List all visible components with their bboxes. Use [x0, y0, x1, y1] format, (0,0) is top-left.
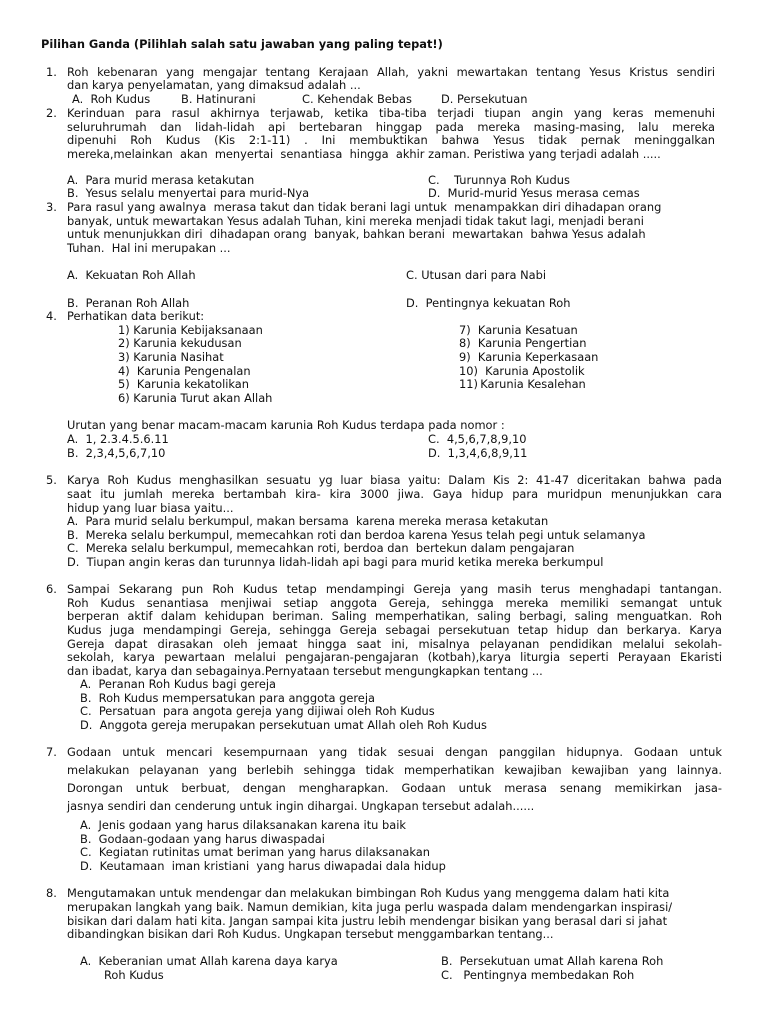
option-a[interactable]: A. Keberanian umat Allah karena daya karya — [80, 954, 338, 968]
question-text-line: mereka,melainkan akan menyertai senantiasa hingga akhir zaman. Peristiwa yang terjadi adalah ..... — [67, 147, 661, 161]
question-number: 7. — [46, 745, 57, 759]
question-text-line: melakukan pelayanan yang berlebih sehingga tidak memperhatikan kewajiban kewajiban yang lainnya. — [67, 763, 722, 777]
question-number: 4. — [46, 309, 57, 323]
question-text-line: saat itu jumlah mereka bertambah kira- kira 3000 jiwa. Gaya hidup para muridpun menunjukkan cara — [67, 487, 722, 501]
question-text-line: dipenuhi Roh Kudus (Kis 2:1-11) . Ini membuktikan bahwa Yesus tidak pernak meninggalkan — [67, 133, 715, 147]
question-text-line: dan karya penyelamatan, yang dimaksud adalah ... — [67, 78, 361, 92]
question-text-line: dan ibadat, karya dan sebagainya.Pernyataan tersebut mengungkapkan tentang ... — [67, 664, 543, 678]
list-item: 7) Karunia Kesatuan — [459, 323, 578, 337]
option-b[interactable]: B. 2,3,4,5,6,7,10 — [67, 446, 166, 460]
list-item: 10) Karunia Apostolik — [459, 364, 585, 378]
list-item: 9) Karunia Keperkasaan — [459, 350, 599, 364]
option-d[interactable]: D. Murid-murid Yesus merasa cemas — [428, 186, 640, 200]
list-item: 5) Karunia kekatolikan — [118, 377, 250, 391]
option-a[interactable]: A. Para murid selalu berkumpul, makan bersama karena mereka merasa ketakutan — [67, 514, 549, 528]
list-item: 4) Karunia Pengenalan — [118, 364, 251, 378]
option-b[interactable]: B. Godaan-godaan yang harus diwaspadai — [80, 832, 325, 846]
list-item: 1) Karunia Kebijaksanaan — [118, 323, 263, 337]
option-d[interactable]: D. Tiupan angin keras dan turunnya lidah-lidah api bagi para murid ketika mereka berkumpul — [67, 555, 604, 569]
option-a[interactable]: A. Roh Kudus — [72, 92, 151, 106]
question-text-line: jasnya sendiri dan cenderung untuk ingin dihargai. Ungkapan tersebut adalah...... — [67, 799, 535, 813]
question-text-line: banyak, untuk mewartakan Yesus adalah Tuhan, kini mereka menjadi tidak takut lagi, menjadi berani — [67, 214, 644, 228]
list-item: 2) Karunia kekudusan — [118, 336, 242, 350]
list-item: 8) Karunia Pengertian — [459, 336, 587, 350]
option-c[interactable]: C. Kegiatan rutinitas umat beriman yang harus dilaksanakan — [80, 845, 430, 859]
option-d[interactable]: D. Keutamaan iman kristiani yang harus diwapadai dala hidup — [80, 859, 446, 873]
question-text-line: dibandingkan bisikan dari Roh Kudus. Ungkapan tersebut menggambarkan tentang... — [67, 927, 554, 941]
option-c[interactable]: C. Pentingnya membedakan Roh — [441, 968, 635, 982]
question-text-line: berperan aktif dalam kehidupan beriman. Saling memperhatikan, saling berbagi, saling menguatkan. Roh — [67, 609, 722, 623]
option-a[interactable]: A. 1, 2.3.4.5.6.11 — [67, 432, 169, 446]
list-item: 6) Karunia Turut akan Allah — [118, 391, 273, 405]
question-text-line: Roh Kudus senantiasa menjiwai setiap anggota Gereja, sehingga mereka memiliki semangat untuk — [67, 596, 722, 610]
option-b[interactable]: B. Persekutuan umat Allah karena Roh — [441, 954, 664, 968]
list-item: 3) Karunia Nasihat — [118, 350, 224, 364]
option-c[interactable]: C. Kehendak Bebas — [302, 92, 412, 106]
section-heading: Pilihan Ganda (Pilihlah salah satu jawaban yang paling tepat!) — [41, 37, 443, 51]
question-number: 3. — [46, 200, 57, 214]
option-b[interactable]: B. Mereka selalu berkumpul, memecahkan roti dan berdoa karena Yesus telah pegi untuk selamanya — [67, 528, 646, 542]
option-b[interactable]: B. Roh Kudus mempersatukan para anggota gereja — [80, 691, 375, 705]
question-text-line: hidup yang luar biasa yaitu... — [67, 501, 234, 515]
option-d[interactable]: D. Persekutuan — [441, 92, 528, 106]
question-text-line: Gereja dapat dirasakan oleh jemaat hingga saat ini, misalnya pelayanan pendidikan melalui sekolah- — [67, 637, 722, 651]
option-c[interactable]: C. Mereka selalu berkumpul, memecahkan roti, berdoa dan bertekun dalam pengajaran — [67, 541, 575, 555]
question-text-line: Godaan untuk mencari kesempurnaan yang tidak sesuai dengan panggilan hidupnya. Godaan untuk — [67, 745, 722, 759]
question-text-line: Dorongan untuk berbuat, dengan mengharapkan. Godaan untuk merasa senang memikirkan jasa- — [67, 781, 722, 795]
question-text-line: Sampai Sekarang pun Roh Kudus tetap mendampingi Gereja yang masih terus menghadapi tantangan. — [67, 582, 722, 596]
list-item: 11) Karunia Kesalehan — [459, 377, 586, 391]
question-text-line: sekolah, karya pewartaan melalui pengajaran-pengajaran (kotbah),karya liturgia seperti Perayaan Ekaristi — [67, 650, 722, 664]
question-text-line: untuk menunjukkan diri dihadapan orang banyak, bahkan berani mewartakan bahwa Yesus adalah — [67, 227, 646, 241]
question-number: 5. — [46, 473, 57, 487]
question-text-line: merupakan langkah yang baik. Namun demikian, kita juga perlu waspada dalam mendengarkan inspirasi/ — [67, 900, 673, 914]
option-a-continuation: Roh Kudus — [104, 968, 164, 982]
question-number: 2. — [46, 106, 57, 120]
question-text-line: bisikan dari dalam hati kita. Jangan sampai kita justru lebih mendengar bisikan yang berasal dari si jahat — [67, 914, 668, 928]
option-b[interactable]: B. Yesus selalu menyertai para murid-Nya — [67, 186, 310, 200]
option-a[interactable]: A. Jenis godaan yang harus dilaksanakan karena itu baik — [80, 818, 406, 832]
question-intro: Perhatikan data berikut: — [67, 309, 205, 323]
option-d[interactable]: D. Pentingnya kekuatan Roh — [406, 296, 571, 310]
option-c[interactable]: C. Utusan dari para Nabi — [406, 268, 547, 282]
option-a[interactable]: A. Para murid merasa ketakutan — [67, 173, 255, 187]
question-number: 1. — [46, 65, 57, 79]
question-text-line: Kudus juga mendampingi Gereja, sehingga Gereja sebagai persekutuan tetap hidup dan berkarya. Karya — [67, 623, 722, 637]
option-b[interactable]: B. Peranan Roh Allah — [67, 296, 190, 310]
option-d[interactable]: D. 1,3,4,6,8,9,11 — [428, 446, 528, 460]
question-text-line: Urutan yang benar macam-macam karunia Roh Kudus terdapa pada nomor : — [67, 418, 505, 432]
question-text-line: Kerinduan para rasul akhirnya terjawab, ketika tiba-tiba terjadi tiupan angin yang keras memenuhi — [67, 106, 715, 120]
question-number: 6. — [46, 582, 57, 596]
option-b[interactable]: B. Hatinurani — [181, 92, 256, 106]
question-text-line: Para rasul yang awalnya merasa takut dan tidak berani lagi untuk menampakkan diri dihadapan orang — [67, 200, 662, 214]
question-text-line: Roh kebenaran yang mengajar tentang Kerajaan Allah, yakni mewartakan tentang Yesus Kristus sendiri — [67, 65, 715, 79]
option-c[interactable]: C. Persatuan para angota gereja yang dijiwai oleh Roh Kudus — [80, 704, 435, 718]
question-number: 8. — [46, 886, 57, 900]
question-text-line: Tuhan. Hal ini merupakan ... — [67, 241, 231, 255]
option-c[interactable]: C. Turunnya Roh Kudus — [428, 173, 570, 187]
question-text-line: Mengutamakan untuk mendengar dan melakukan bimbingan Roh Kudus yang menggema dalam hati kita — [67, 886, 670, 900]
option-d[interactable]: D. Anggota gereja merupakan persekutuan umat Allah oleh Roh Kudus — [80, 718, 487, 732]
option-c[interactable]: C. 4,5,6,7,8,9,10 — [428, 432, 527, 446]
question-text-line: Karya Roh Kudus menghasilkan sesuatu yg luar biasa yaitu: Dalam Kis 2: 41-47 diceritakan bahwa pada — [67, 473, 722, 487]
option-a[interactable]: A. Kekuatan Roh Allah — [67, 268, 196, 282]
option-a[interactable]: A. Peranan Roh Kudus bagi gereja — [80, 677, 277, 691]
question-text-line: seluruhrumah dan lidah-lidah api bertebaran hinggap pada mereka masing-masing, lalu mereka — [67, 120, 715, 134]
